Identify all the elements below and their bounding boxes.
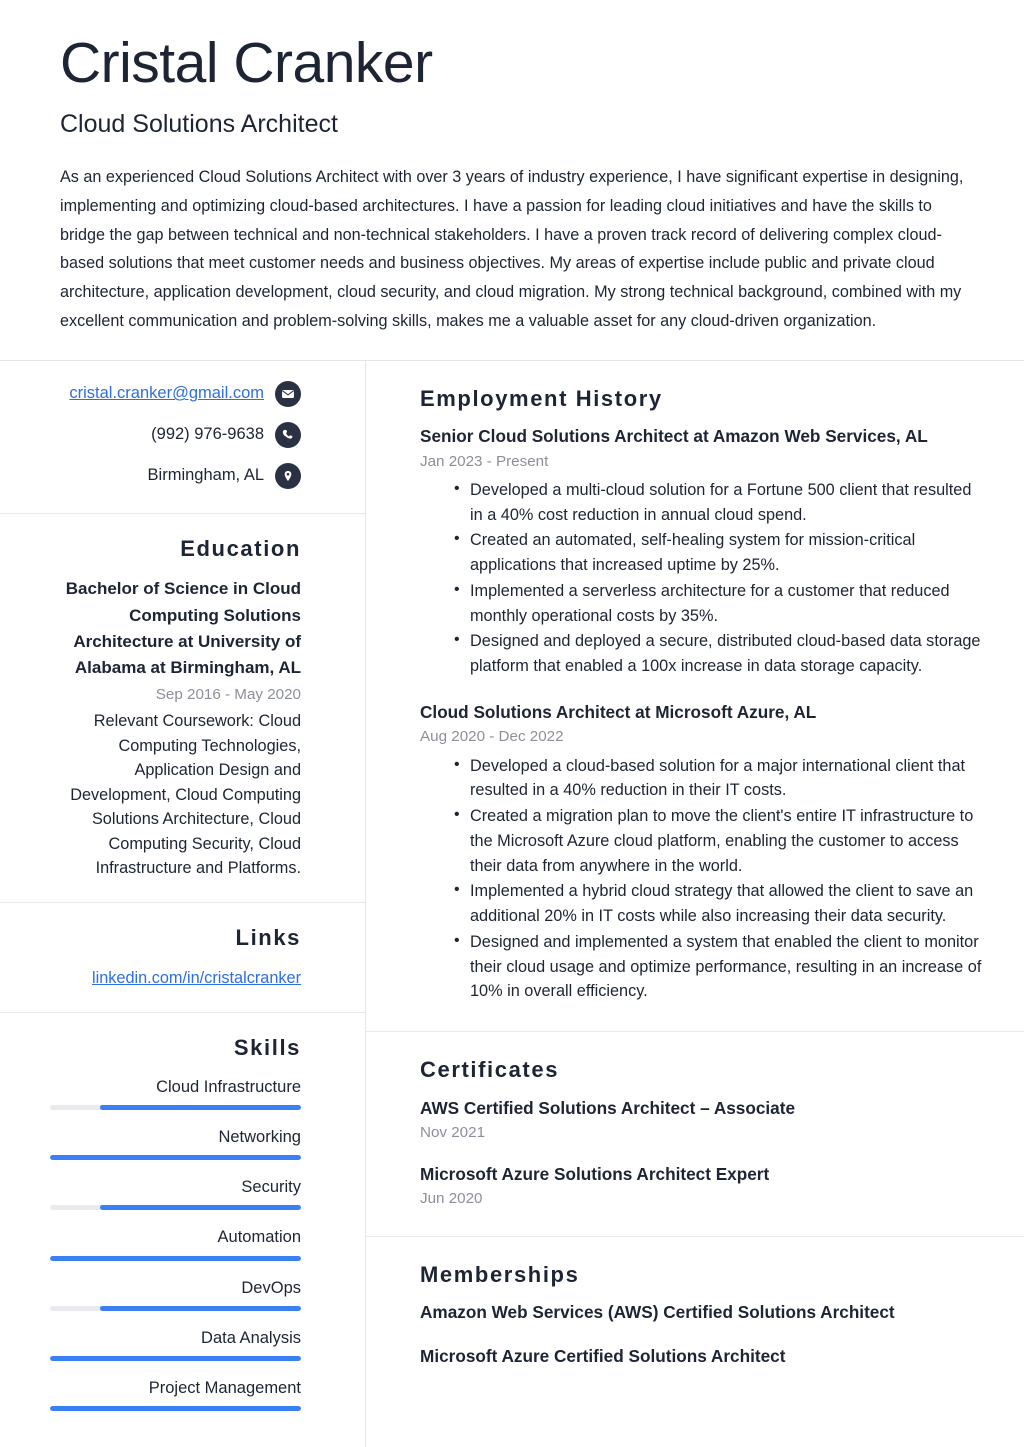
contact-row-location — [50, 463, 301, 489]
professional-summary: As an experienced Cloud Solutions Architect with over 3 years of industry experience, I have significant expertise in designing, implementing and optimizing cloud-based architectures. I have a passion for leading cloud initiatives and have the skills to bridge the gap between technical and non-technical stakeholders. I have a proven track record of delivering complex cloud-based solutions that meet customer needs and business objectives. My areas of expertise include public and private cloud architecture, application development, cloud security, and cloud migration. My strong technical background, combined with my excellent communication and problem-solving skills, makes me a valuable asset for any cloud-driven organization. — [60, 168, 964, 330]
resume-body — [0, 361, 1024, 1433]
employment-bullets — [420, 754, 984, 1005]
employment-role: Senior Cloud Solutions Architect at Amazon Web Services, AL — [420, 426, 928, 447]
links-list — [50, 966, 301, 990]
skill-label: Security — [241, 1178, 301, 1197]
list-item: • Created a migration plan to move the client's entire IT infrastructure to the Microsoft Azure cloud platform, enabling the customer to access their data from anywhere in the world. — [454, 804, 984, 878]
contact-row-phone[interactable] — [50, 422, 301, 448]
phone-number: (992) 976-9638 — [151, 425, 264, 444]
list-item: • Implemented a serverless architecture for a customer that reduced monthly operational costs by 35%. — [454, 579, 984, 629]
skill-label: Cloud Infrastructure — [156, 1077, 301, 1096]
skills-list — [50, 1076, 301, 1412]
certificates-list — [420, 1097, 984, 1210]
main-column — [365, 361, 1024, 1394]
skills-heading: Skills — [233, 1035, 301, 1061]
skill-level-bar — [50, 1155, 301, 1160]
membership-item: Amazon Web Services (AWS) Certified Solutions Architect — [420, 1301, 895, 1322]
links-heading: Links — [235, 925, 301, 951]
skill-level-fill — [50, 1406, 301, 1411]
education-date: Sep 2016 - May 2020 — [155, 685, 301, 703]
skill-item — [50, 1327, 301, 1361]
skill-label: Project Management — [148, 1379, 301, 1398]
skill-level-bar — [50, 1306, 301, 1311]
certificate-date: Jun 2020 — [420, 1190, 483, 1208]
skill-level-fill — [50, 1256, 301, 1261]
skill-level-bar — [50, 1105, 301, 1110]
employment-date: Aug 2020 - Dec 2022 — [420, 728, 564, 746]
education-description: Relevant Coursework: Cloud Computing Technologies, Application Design and Development, Cloud Computing Solutions Architecture, Cloud Computing Security, Cloud Infrastructure and Platforms. — [70, 712, 301, 877]
list-item: • Created an automated, self-healing system for mission-critical applications that increased uptime by 25%. — [454, 528, 984, 578]
employment-item — [420, 701, 984, 1004]
certificates-block — [365, 1031, 1024, 1235]
certificate-item — [420, 1097, 984, 1144]
education-degree: Bachelor of Science in Cloud Computing Solutions Architecture at University of Alabama at Birmingham, AL — [65, 579, 301, 678]
education-heading: Education — [180, 536, 301, 561]
skill-item — [50, 1126, 301, 1160]
contact-row-email[interactable] — [50, 381, 301, 407]
memberships-list — [420, 1301, 984, 1368]
employment-bullets — [420, 478, 984, 679]
resume-header — [0, 0, 1024, 335]
list-item: • Designed and deployed a secure, distributed cloud-based data storage platform that enabled a 100x increase in data storage capacity. — [454, 629, 984, 679]
list-item: • Designed and implemented a system that enabled the client to monitor their cloud usage and optimize performance, resulting in an increase of 10% in overall efficiency. — [454, 930, 984, 1004]
skill-level-bar — [50, 1205, 301, 1210]
skill-item — [50, 1377, 301, 1411]
employment-item — [420, 425, 984, 679]
location-text: Birmingham, AL — [147, 466, 264, 485]
memberships-heading: Memberships — [420, 1261, 580, 1287]
certificate-title: Microsoft Azure Solutions Architect Expert — [420, 1164, 770, 1185]
skill-label: Networking — [218, 1127, 301, 1146]
skill-level-bar — [50, 1256, 301, 1261]
phone-icon — [275, 422, 301, 448]
envelope-icon — [275, 381, 301, 407]
skill-level-fill — [50, 1155, 301, 1160]
skill-item — [50, 1176, 301, 1210]
skill-level-bar — [50, 1356, 301, 1361]
education-block — [0, 513, 365, 902]
skill-label: Automation — [217, 1228, 301, 1247]
employment-list — [420, 425, 984, 1004]
contact-block — [0, 361, 365, 513]
skill-level-fill — [50, 1356, 301, 1361]
employment-date: Jan 2023 - Present — [420, 452, 549, 470]
skill-item — [50, 1076, 301, 1110]
skill-label: Data Analysis — [201, 1328, 301, 1347]
skill-item — [50, 1277, 301, 1311]
list-item: • Implemented a hybrid cloud strategy that allowed the client to save an additional 20% in IT costs while also increasing their data security. — [454, 879, 984, 929]
skill-level-fill — [100, 1105, 301, 1110]
skill-item — [50, 1226, 301, 1260]
email-address[interactable]: cristal.cranker@gmail.com — [69, 384, 264, 403]
certificate-date: Nov 2021 — [420, 1123, 486, 1141]
memberships-block — [365, 1236, 1024, 1395]
page-title: Cristal Cranker — [60, 31, 433, 95]
certificates-heading: Certificates — [420, 1057, 560, 1083]
employment-heading: Employment History — [420, 386, 663, 411]
skill-level-bar — [50, 1406, 301, 1411]
list-item: • Developed a cloud-based solution for a major international client that resulted in a 40% reduction in their IT costs. — [454, 754, 984, 804]
skill-label: DevOps — [241, 1278, 301, 1297]
list-item: • Developed a multi-cloud solution for a Fortune 500 client that resulted in a 40% cost reduction in annual cloud spend. — [454, 478, 984, 528]
sidebar-column — [0, 361, 365, 1433]
list-item[interactable]: linkedin.com/in/cristalcranker — [91, 968, 301, 987]
links-block — [0, 902, 365, 1012]
employment-role: Cloud Solutions Architect at Microsoft Azure, AL — [420, 702, 817, 723]
skill-level-fill — [100, 1205, 301, 1210]
employment-block — [365, 361, 1024, 1031]
skills-block — [0, 1012, 365, 1433]
job-title-subheading: Cloud Solutions Architect — [60, 110, 338, 139]
map-pin-icon — [275, 463, 301, 489]
skill-level-fill — [100, 1306, 301, 1311]
membership-item: Microsoft Azure Certified Solutions Architect — [420, 1346, 786, 1367]
certificate-title: AWS Certified Solutions Architect – Associate — [420, 1097, 796, 1118]
certificate-item — [420, 1163, 984, 1210]
